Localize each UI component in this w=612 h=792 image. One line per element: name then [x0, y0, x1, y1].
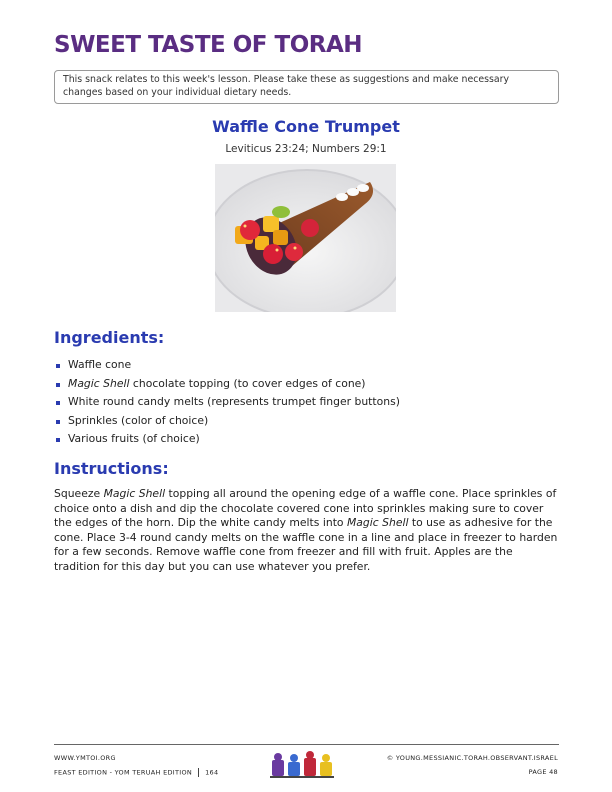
page-title: SWEET TASTE OF TORAH [54, 32, 363, 58]
bullet-icon [56, 401, 60, 405]
bullet-icon [56, 383, 60, 387]
bullet-icon [56, 438, 60, 442]
ymtoi-logo-icon [266, 750, 346, 780]
footer-divider [54, 744, 559, 745]
footer-website-link[interactable]: WWW.YMTOI.ORG [54, 754, 116, 762]
waffle-cone-photo [215, 164, 396, 312]
ingredients-heading: Ingredients: [54, 328, 165, 347]
bullet-icon [56, 364, 60, 368]
page-number: PAGE 48 [528, 768, 558, 776]
dietary-note: This snack relates to this week's lesson. Please take these as suggestions and make necessary changes based on your individual dietary needs. [54, 70, 559, 104]
list-item: Waffle cone [54, 356, 400, 375]
footer-copyright: © YOUNG.MESSIANIC.TORAH.OBSERVANT.ISRAEL [386, 754, 558, 762]
instructions-text: Squeeze Magic Shell topping all around the opening edge of a waffle cone. Place sprinkles of choice onto a dish and dip the chocolate covered cone into sprinkles making sure to cover the edges of the horn. Dip the white candy melts into Magic Shell to use as adhesive for the cone. Place 3-4 round candy melts on the waffle cone in a line and place in freezer to harden for a few seconds. Remove waffle cone from freezer and fill with fruit. Apples are the tradition for this day but you can use whatever you prefer. [54, 487, 558, 573]
ingredients-list [54, 356, 400, 449]
footer-edition: FEAST EDITION - YOM TERUAH EDITION 164 [54, 768, 219, 777]
bullet-icon [56, 420, 60, 424]
instructions-heading: Instructions: [54, 459, 169, 478]
scripture-reference: Leviticus 23:24; Numbers 29:1 [225, 143, 387, 155]
list-item: White round candy melts (represents trumpet finger buttons) [54, 393, 400, 412]
recipe-title: Waffle Cone Trumpet [212, 117, 400, 136]
list-item: Sprinkles (color of choice) [54, 412, 400, 431]
list-item: Magic Shell chocolate topping (to cover edges of cone) [54, 375, 400, 394]
list-item: Various fruits (of choice) [54, 430, 400, 449]
